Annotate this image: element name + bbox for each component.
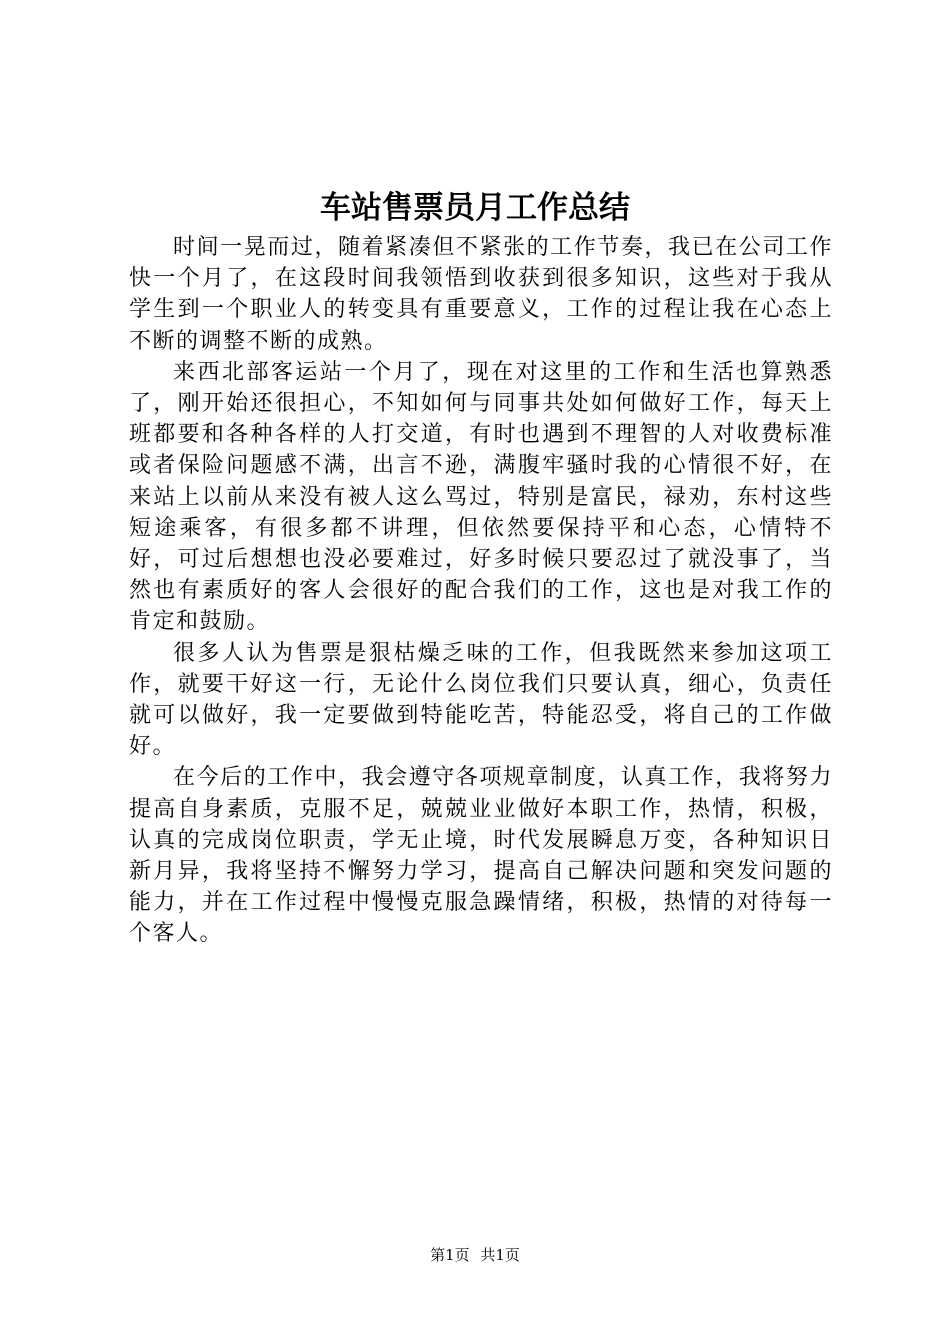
- page-footer: [0, 1243, 950, 1267]
- paragraph-2: 来西北部客运站一个月了，现在对这里的工作和生活也算熟悉了，刚开始还很担心，不知如何与同事共处如何做好工作，每天上班都要和各种各样的人打交道，有时也遇到不理智的人对收费标准或者保险问题感不满，出言不逊，满腹牢骚时我的心情很不好，在来站上以前从来没有被人这么骂过，特别是富民，禄劝，东村这些短途乘客，有很多都不讲理，但依然要保持平和心态，心情特不好，可过后想想也没必要难过，好多时候只要忍过了就没事了，当然也有素质好的客人会很好的配合我们的工作，这也是对我工作的肯定和鼓励。: [129, 359, 833, 635]
- document-body: [129, 232, 833, 950]
- page-number-total: 共1页: [480, 1246, 520, 1264]
- page-number-current: 第1页: [430, 1246, 470, 1264]
- paragraph-4: 在今后的工作中，我会遵守各项规章制度，认真工作，我将努力提高自身素质，克服不足，兢兢业业做好本职工作，热情，积极，认真的完成岗位职责，学无止境，时代发展瞬息万变，各种知识日新月异，我将坚持不懈努力学习，提高自己解决问题和突发问题的能力，并在工作过程中慢慢克服急躁情绪，积极，热情的对待每一个客人。: [129, 765, 833, 947]
- paragraph-1: 时间一晃而过，随着紧凑但不紧张的工作节奏，我已在公司工作快一个月了，在这段时间我领悟到收获到很多知识，这些对于我从学生到一个职业人的转变具有重要意义，工作的过程让我在心态上不断的调整不断的成熟。: [129, 235, 833, 354]
- paragraph-3: 很多人认为售票是狠枯燥乏味的工作，但我既然来参加这项工作，就要干好这一行，无论什么岗位我们只要认真，细心，负责任就可以做好，我一定要做到特能吃苦，特能忍受，将自己的工作做好。: [129, 640, 833, 760]
- document-title: 车站售票员月工作总结: [320, 190, 630, 226]
